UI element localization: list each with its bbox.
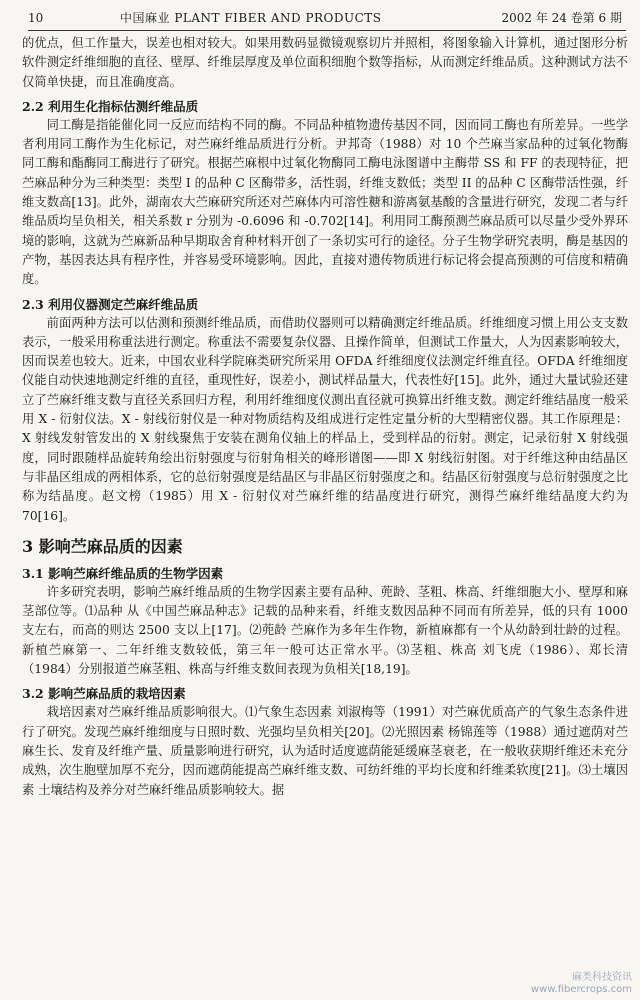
section-heading-3: 3 影响苎麻品质的因素 [22, 536, 183, 556]
section-heading-2-2: 2.2 利用生化指标估测纤维品质 [22, 98, 199, 114]
watermark-url: www.fibercrops.com [530, 984, 632, 995]
paragraph-biological-factors: 许多研究表明，影响苎麻纤维品质的生物学因素主要有品种、蔸龄、茎粗、株高、纤维细胞大小、壁厚和麻茎部位等。⑴品种 从《中国苎麻品种志》记载的品种来看，纤维支数因品种不同而有所差异，低的只有 1000 支左右，而高的则达 2500 支以上[17]。⑵蔸龄 苎麻作为多年生作物，新植麻都有一个从幼龄到壮龄的过程。新植苎麻第一、二年纤维支数较低，第三年一般可达正常水平。⑶茎粗、株高 刘飞虎（1986）、郑长清（1984）分别报道苎麻茎粗、株高与纤维支数间表现为负相关[18,19]。 [22, 584, 628, 677]
watermark-title: 麻类科技资讯 [572, 972, 632, 983]
article-body [22, 34, 628, 800]
journal-name: 中国麻业 PLANT FIBER AND PRODUCTS [120, 11, 382, 25]
page-number: 10 [28, 11, 44, 25]
running-header [28, 6, 626, 31]
paragraph-cultivation-factors: 栽培因素对苎麻纤维品质影响很大。⑴气象生态因素 刘淑梅等（1991）对苎麻优质高产的气象生态条件进行了研究。发现苎麻纤维细度与日照时数、光强均呈负相关[20]。⑵光照因素 杨锦莲等（1988）通过遮荫对苎麻生长、发育及纤维产量、质量影响进行研究，认为适时适度遮荫能延缓麻茎衰老，在一般收获期纤维还未充分成熟，次生胞壁加厚不充分，因而遮荫能提高苎麻纤维支数、可纺纤维的平均长度和纤维柔软度[21]。⑶土壤因素 土壤结构及养分对苎麻纤维品质影响较大。据 [22, 705, 628, 797]
section-heading-3-2: 3.2 影响苎麻品质的栽培因素 [22, 686, 186, 702]
issue-info: 2002 年 24 卷第 6 期 [501, 11, 622, 25]
paragraph-instruments: 前面两种方法可以估测和预测纤维品质，而借助仪器则可以精确测定纤维品质。纤维细度习惯上用公支支数表示，一般采用称重法进行测定。称重法不需要复杂仪器、且操作简单，但测试工作量大，人为因素影响较大，因而误差也较大。近来，中国农业科学院麻类研究所采用 OFDA 纤维细度仪法测定纤维直径。OFDA 纤维细度仪能自动快速地测定纤维的直径，重现性好，误差小，测试样品量大，代表性好[15]。此外，通过大量试验还建立了苎麻纤维支数与直径关系回归方程，利用纤维细度仪测出直径就可换算出纤维支数。测定纤维结晶度一般采用 X - 衍射仪法。X - 射线衍射仪是一种对物质结构及组成进行定性定量分析的大型精密仪器。其工作原理是：X 射线发射管发出的 X 射线聚焦于安装在测角仪轴上的样品上，受到样品的衍射。测定，记录衍射 X 射线强度，同时跟随样品旋转角绘出衍射强度与衍射角相关的峰形谱图——即 X 射线衍射图。对于纤维这种由结晶区与非晶区组成的两相体系，它的总衍射强度是结晶区与非晶区衍射强度之和。结晶区衍射强度与总衍射强度之比称为结晶度。赵文榜（1985）用 X - 衍射仪对苎麻纤维的结晶度进行研究，测得苎麻纤维结晶度大约为 70[16]。 [22, 315, 628, 523]
paragraph-isozyme: 同工酶是指能催化同一反应而结构不同的酶。不同品种植物遗传基因不同，因而同工酶也有所差异。一些学者利用同工酶作为生化标记，对苎麻纤维品质进行分析。尹邦奇（1988）对 10 个苎麻当家品种的过氧化物酶同工酶和酯酶同工酶进行了研究。根据苎麻根中过氧化物酶同工酶电泳图谱中主酶带 SS 和 FF 的表现特征，把苎麻品种分为三种类型：类型 I 的品种 C 区酶带多，活性弱，纤维支数低；类型 II 的品种 C 区酶带活性强，纤维支数高[13]。此外，湖南农大苎麻研究所还对苎麻体内可溶性糖和游离氨基酸的含量进行研究，发现二者与纤维品质均呈负相关，相关系数 r 分别为 -0.6096 和 -0.702[14]。利用同工酶预测苎麻品质可以尽量少受外界环境的影响，这就为苎麻新品种早期取舍育种材料开创了一条切实可行的途径。分子生物学研究表明，酶是基因的产物，基因表达具有程序性，并容易受环境影响。因此，直接对遗传物质进行标记将会提高预测的可信度和精确度。 [22, 117, 628, 287]
section-heading-2-3: 2.3 利用仪器测定苎麻纤维品质 [22, 296, 199, 312]
paragraph-continued: 的优点，但工作量大，误差也相对较大。如果用数码显微镜观察切片并照相，将图象输入计算机，通过图形分析软件测定纤维细胞的直径、壁厚、纤维层厚度及单位面积细胞个数等指标，从而测定纤维品质。这种测试方法不仅简单快捷，而且准确度高。 [22, 36, 628, 89]
section-heading-3-1: 3.1 影响苎麻纤维品质的生物学因素 [22, 565, 224, 581]
site-watermark [531, 972, 632, 996]
